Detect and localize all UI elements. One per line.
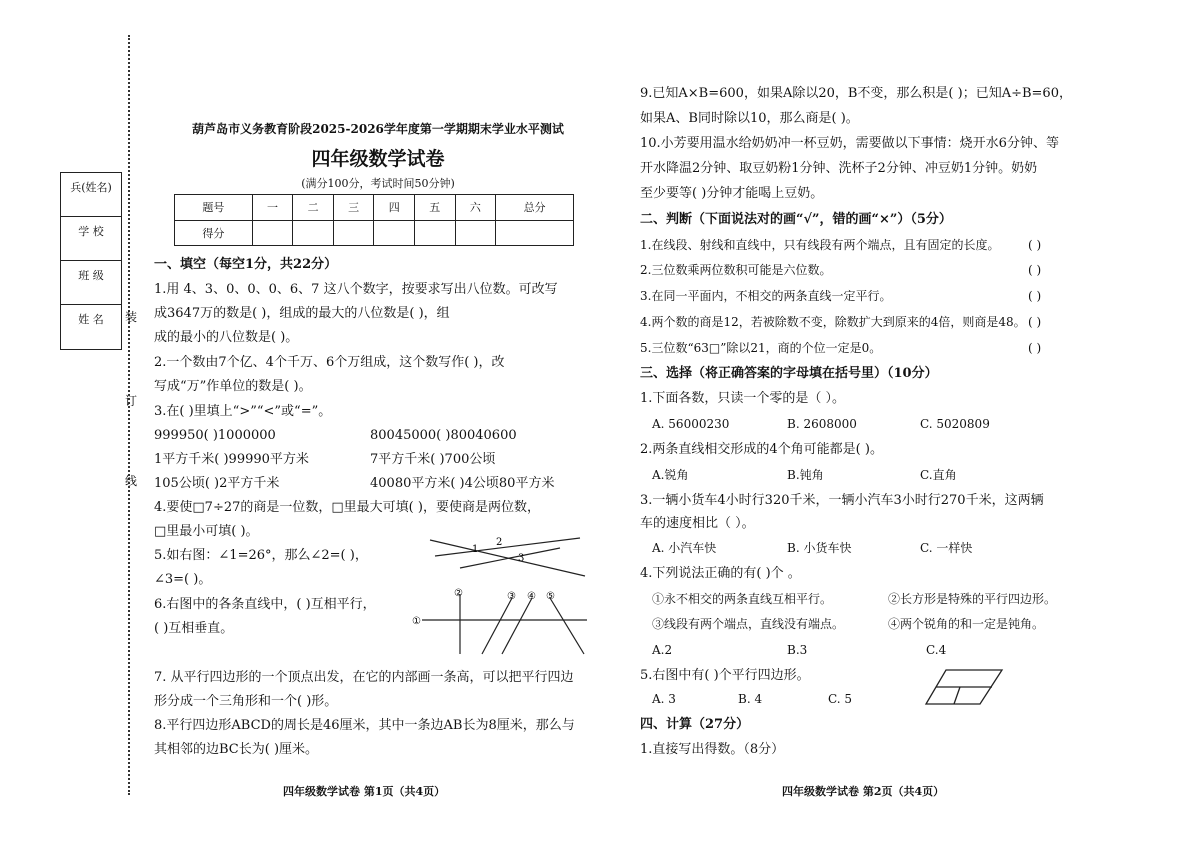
line-label-2: ② <box>454 588 463 599</box>
q2-line1: 2.一个数由7个亿、4个千万、6个万组成，这个数写作( )，改 <box>154 355 505 370</box>
q1-line2: 成3647万的数是( )，组成的最大的八位数是( )，组 <box>154 306 450 321</box>
mc1-option-b[interactable]: B. 2608000 <box>787 417 857 431</box>
score-cell-6[interactable] <box>455 220 496 246</box>
score-cell-total[interactable] <box>496 220 574 246</box>
exam-meta: (满分100分，考试时间50分钟) <box>301 177 455 190</box>
mc4-statement-2: ②长方形是特殊的平行四边形。 <box>888 592 1057 606</box>
line-label-5: ⑤ <box>546 591 555 602</box>
q10-line1: 10.小芳要用温水给奶奶冲一杯豆奶，需要做以下事情：烧开水6分钟、等 <box>640 136 1059 151</box>
section-3-title: 三、选择（将正确答案的字母填在括号里）（10分） <box>640 366 938 381</box>
q3-compare-3a: 105公顷( )2平方千米 <box>154 476 280 491</box>
score-head-2: 二 <box>293 195 334 221</box>
q3-compare-2a: 1平方千米( )99990平方米 <box>154 452 309 467</box>
q9-line1: 9.已知A×B=600，如果A除以20，B不变，那么积是( )；已知A÷B=60， <box>640 86 1072 101</box>
mc5-option-c[interactable]: C. 5 <box>828 692 853 706</box>
judge-5: 5.三位数“63□”除以21，商的个位一定是0。 <box>640 341 882 355</box>
score-head-3: 三 <box>333 195 374 221</box>
q10-line2: 开水降温2分钟、取豆奶粉1分钟、洗杯子2分钟、冲豆奶1分钟。奶奶 <box>640 161 1038 176</box>
section-4-title: 四、计算（27分） <box>640 717 750 732</box>
info-field-name[interactable]: 姓 名 <box>78 313 104 326</box>
mc4-stem: 4.下列说法正确的有( )个 。 <box>640 566 801 581</box>
mc2-option-a[interactable]: A.锐角 <box>652 468 689 482</box>
q4-line2: □里最小可填( )。 <box>154 524 259 539</box>
q3-compare-1a: 999950( )1000000 <box>154 428 276 443</box>
mc4-option-c[interactable]: C.4 <box>926 643 947 657</box>
score-head-4: 四 <box>374 195 415 221</box>
exam-org: 葫芦岛市义务教育阶段2025-2026学年度第一学期期末学业水平测试 <box>192 122 564 136</box>
judge-4-paren[interactable]: ( ) <box>1028 315 1042 329</box>
info-field-class[interactable]: 班 级 <box>61 261 121 305</box>
judge-2: 2.三位数乘两位数积可能是六位数。 <box>640 263 832 277</box>
score-head-6: 六 <box>455 195 496 221</box>
judge-3-paren[interactable]: ( ) <box>1028 289 1042 303</box>
score-head-1: 一 <box>252 195 293 221</box>
mc4-statement-1: ①永不相交的两条直线互相平行。 <box>652 592 833 606</box>
score-head-0: 题号 <box>175 195 253 221</box>
score-row-label: 得分 <box>175 220 253 246</box>
score-table <box>174 194 574 246</box>
mc5-stem: 5.右图中有( )个平行四边形。 <box>640 668 810 683</box>
angle-label-1: 1 <box>472 544 479 555</box>
score-cell-5[interactable] <box>415 220 456 246</box>
page-2-footer: 四年级数学试卷 第2页（共4页） <box>782 785 945 798</box>
seal-char-2: 订 <box>125 394 138 408</box>
q2-line2: 写成“万”作单位的数是( )。 <box>154 379 312 394</box>
info-field-1[interactable]: 兵(姓名) <box>61 173 121 217</box>
q7-line1: 7. 从平行四边形的一个顶点出发，在它的内部画一条高，可以把平行四边 <box>154 670 574 685</box>
section-1-title: 一、填空（每空1分，共22分） <box>154 257 338 272</box>
mc1-stem: 1.下面各数，只读一个零的是（ ）。 <box>640 391 846 406</box>
q6-line1: 6.右图中的各条直线中，( )互相平行， <box>154 597 376 612</box>
mc4-statement-3: ③线段有两个端点，直线没有端点。 <box>652 617 845 631</box>
binding-dotted-line <box>128 35 130 795</box>
q10-line3: 至少要等( )分钟才能喝上豆奶。 <box>640 186 824 201</box>
info-field-school[interactable]: 学 校 <box>61 217 121 261</box>
line-label-1: ① <box>412 616 421 627</box>
line-label-3: ③ <box>507 591 516 602</box>
q7-line2: 形分成一个三角形和一个( )形。 <box>154 694 338 709</box>
q3-compare-3b: 40080平方米( )4公顷80平方米 <box>370 476 555 491</box>
judge-1-paren[interactable]: ( ) <box>1028 238 1042 252</box>
calc-1-stem: 1.直接写出得数。（8分） <box>640 742 785 757</box>
judge-3: 3.在同一平面内，不相交的两条直线一定平行。 <box>640 289 892 303</box>
mc5-option-a[interactable]: A. 3 <box>652 692 676 706</box>
score-cell-2[interactable] <box>293 220 334 246</box>
mc3-option-b[interactable]: B. 小货车快 <box>787 541 852 555</box>
q1-line1: 1.用 4、3、0、0、0、6、7 这八个数字，按要求写出八位数。可改写 <box>154 282 558 297</box>
mc2-stem: 2.两条直线相交形成的4个角可能都是( )。 <box>640 442 883 457</box>
q5-line1: 5.如右图：∠1=26°，那么∠2=( )， <box>154 548 368 563</box>
q1-line3: 成的最小的八位数是( )。 <box>154 330 299 345</box>
q4-line1: 4.要使□7÷27的商是一位数，□里最大可填( )，要使商是两位数， <box>154 500 540 515</box>
q6-line2: ( )互相垂直。 <box>154 621 234 636</box>
section-2-title: 二、判断（下面说法对的画“√”，错的画“×”）（5分） <box>640 212 952 227</box>
mc3-line1: 3.一辆小货车4小时行320千米，一辆小汽车3小时行270千米，这两辆 <box>640 493 1044 508</box>
q5-line2: ∠3=( )。 <box>154 572 212 587</box>
score-head-total: 总分 <box>496 195 574 221</box>
q3-compare-2b: 7平方千米( )700公顷 <box>370 452 496 467</box>
seal-char-3: 线 <box>125 474 138 488</box>
score-head-5: 五 <box>415 195 456 221</box>
mc2-option-c[interactable]: C.直角 <box>920 468 957 482</box>
score-cell-4[interactable] <box>374 220 415 246</box>
angle-label-2: 2 <box>496 537 503 548</box>
seal-char-1: 装 <box>125 310 138 324</box>
q3-stem: 3.在( )里填上“>”“<”或“=”。 <box>154 404 332 419</box>
mc4-option-a[interactable]: A.2 <box>652 643 673 657</box>
exam-title: 四年级数学试卷 <box>311 148 445 170</box>
mc5-option-b[interactable]: B. 4 <box>738 692 763 706</box>
q3-compare-1b: 80045000( )80040600 <box>370 428 517 443</box>
score-cell-1[interactable] <box>252 220 293 246</box>
mc1-option-a[interactable]: A. 56000230 <box>652 417 730 431</box>
judge-2-paren[interactable]: ( ) <box>1028 263 1042 277</box>
mc3-option-c[interactable]: C. 一样快 <box>920 541 973 555</box>
page-1-footer: 四年级数学试卷 第1页（共4页） <box>283 785 446 798</box>
q8-line2: 其相邻的边BC长为( )厘米。 <box>154 742 319 757</box>
mc4-option-b[interactable]: B.3 <box>787 643 808 657</box>
line-label-4: ④ <box>527 591 536 602</box>
mc4-statement-4: ④两个锐角的和一定是钝角。 <box>888 617 1045 631</box>
angle-label-3: 3 <box>518 553 525 564</box>
mc1-option-c[interactable]: C. 5020809 <box>920 417 990 431</box>
parallelogram-figure <box>924 668 1004 708</box>
judge-4: 4.两个数的商是12，若被除数不变，除数扩大到原来的4倍，则商是48。 <box>640 315 1026 329</box>
q8-line1: 8.平行四边形ABCD的周长是46厘米，其中一条边AB长为8厘米，那么与 <box>154 718 575 733</box>
score-cell-3[interactable] <box>333 220 374 246</box>
mc2-option-b[interactable]: B.钝角 <box>787 468 824 482</box>
judge-5-paren[interactable]: ( ) <box>1028 341 1042 355</box>
q9-line2: 如果A、B同时除以10，那么商是( )。 <box>640 111 859 126</box>
student-info-box <box>60 172 122 350</box>
judge-1: 1.在线段、射线和直线中，只有线段有两个端点，且有固定的长度。 <box>640 238 1000 252</box>
mc3-line2: 车的速度相比（ ）。 <box>640 516 755 531</box>
lines-figure <box>412 590 592 654</box>
angle-figure <box>430 528 590 588</box>
mc3-option-a[interactable]: A. 小汽车快 <box>652 541 717 555</box>
